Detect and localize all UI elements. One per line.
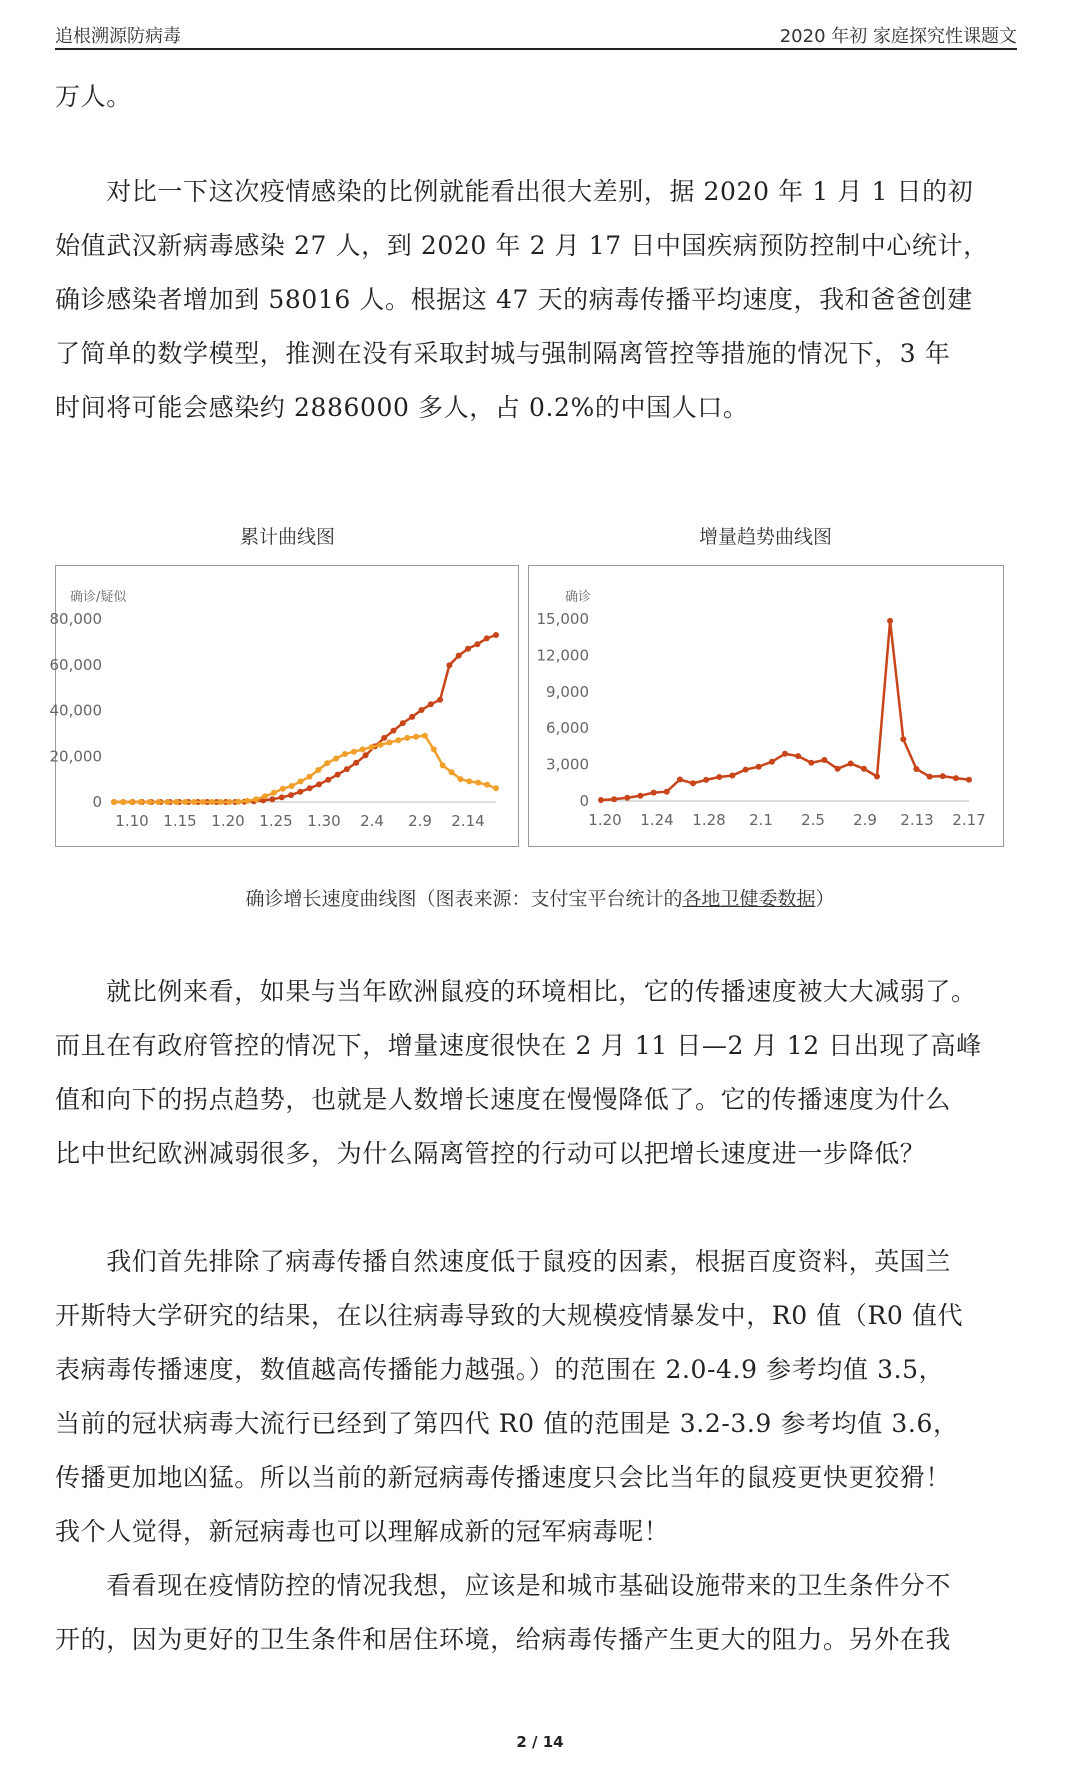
data-point <box>413 734 419 740</box>
data-point <box>253 796 259 802</box>
data-point <box>953 775 959 781</box>
data-point <box>279 794 285 800</box>
data-point <box>325 777 331 783</box>
chart-cumulative <box>49 565 519 847</box>
data-point <box>369 744 375 750</box>
text-line: 我们首先排除了病毒传播自然速度低于鼠疫的因素，根据百度资料，英国兰 <box>55 1247 952 1276</box>
data-point <box>887 618 893 624</box>
data-point <box>465 646 471 652</box>
chart-cumulative-svg <box>49 566 518 846</box>
x-tick-label: 2.5 <box>801 811 825 829</box>
data-point <box>111 799 117 805</box>
chart-increment-svg <box>529 566 1003 846</box>
text-line: 万人。 <box>55 82 132 111</box>
data-point <box>297 789 303 795</box>
data-point <box>651 790 657 796</box>
data-point <box>474 641 480 647</box>
y-tick-label: 60,000 <box>49 655 102 674</box>
data-point <box>690 780 696 786</box>
data-point <box>404 735 410 741</box>
caption-suffix: ） <box>815 888 835 910</box>
x-tick-label: 2.9 <box>853 811 877 829</box>
data-point <box>484 782 490 788</box>
data-point <box>466 778 472 784</box>
data-point <box>446 662 452 668</box>
caption-prefix: 确诊增长速度曲线图（图表来源：支付宝平台统计的 <box>245 888 683 910</box>
data-point <box>808 760 814 766</box>
data-point <box>280 786 286 792</box>
data-point <box>360 746 366 752</box>
x-tick-label: 1.25 <box>259 812 293 830</box>
data-point <box>400 720 406 726</box>
data-point <box>306 774 312 780</box>
y-tick-label: 0 <box>579 792 589 810</box>
data-point <box>437 697 443 703</box>
text-line: 看看现在疫情防控的情况我想，应该是和城市基础设施带来的卫生条件分不 <box>55 1571 952 1600</box>
data-point <box>913 766 919 772</box>
text-line: 开斯特大学研究的结果，在以往病毒导致的大规模疫情暴发中，R0 值（R0 值代 <box>55 1301 964 1330</box>
chart-ylabel: 确诊/疑似 <box>70 590 127 605</box>
x-tick-label: 2.13 <box>900 811 934 829</box>
data-point <box>235 799 241 805</box>
series-line-0 <box>114 635 496 802</box>
y-tick-label: 3,000 <box>546 755 589 774</box>
caption-source-link[interactable]: 各地卫健委数据 <box>682 888 816 910</box>
text-line: 而且在有政府管控的情况下，增量速度很快在 2 月 11 日—2 月 12 日出现了高峰 <box>55 1031 982 1060</box>
data-point <box>927 774 933 780</box>
data-point <box>363 752 369 758</box>
y-tick-label: 9,000 <box>546 682 589 701</box>
paragraph-3 <box>55 965 1017 1181</box>
data-point <box>209 799 215 805</box>
data-point <box>703 777 709 783</box>
data-point <box>677 777 683 783</box>
x-tick-label: 1.20 <box>211 812 245 830</box>
data-point <box>227 799 233 805</box>
data-point <box>966 777 972 783</box>
data-point <box>456 653 462 659</box>
data-point <box>395 737 401 743</box>
data-point <box>386 740 392 746</box>
data-point <box>848 761 854 767</box>
data-point <box>298 778 304 784</box>
figure-caption <box>0 884 1080 911</box>
data-point <box>716 774 722 780</box>
data-point <box>288 792 294 798</box>
data-point <box>191 799 197 805</box>
data-point <box>431 746 437 752</box>
series-line-0 <box>601 621 969 800</box>
data-point <box>598 797 604 803</box>
y-tick-label: 40,000 <box>49 701 102 720</box>
data-point <box>624 795 630 801</box>
data-point <box>729 773 735 779</box>
data-point <box>795 753 801 759</box>
data-point <box>289 783 295 789</box>
y-tick-label: 20,000 <box>49 747 102 766</box>
paragraph-4 <box>55 1235 1017 1667</box>
x-tick-label: 1.28 <box>692 811 726 829</box>
y-tick-label: 80,000 <box>49 610 102 628</box>
data-point <box>419 707 425 713</box>
x-tick-label: 2.1 <box>749 811 773 829</box>
data-point <box>324 760 330 766</box>
data-point <box>316 781 322 787</box>
chart-title-increment: 增量趋势曲线图 <box>698 526 832 548</box>
data-point <box>900 736 906 742</box>
data-point <box>940 773 946 779</box>
header-right-title: 2020 年初 家庭探究性课题文 <box>779 26 1017 47</box>
data-point <box>391 728 397 734</box>
data-point <box>333 756 339 762</box>
data-point <box>782 751 788 757</box>
text-line: 表病毒传播速度，数值越高传播能力越强。）的范围在 2.0-4.9 参考均值 3.5， <box>55 1355 945 1384</box>
data-point <box>147 799 153 805</box>
data-point <box>344 766 350 772</box>
x-tick-label: 2.17 <box>952 811 986 829</box>
text-line: 确诊感染者增加到 58016 人。根据这 47 天的病毒传播平均速度，我和爸爸创建 <box>55 285 973 314</box>
y-tick-label: 12,000 <box>536 646 589 665</box>
chart-title-cumulative: 累计曲线图 <box>239 526 335 548</box>
data-point <box>428 701 434 707</box>
text-line: 传播更加地凶猛。所以当前的新冠病毒传播速度只会比当年的鼠疫更快更狡猾！ <box>55 1463 952 1492</box>
data-point <box>458 776 464 782</box>
data-point <box>244 798 250 804</box>
x-tick-label: 1.24 <box>640 811 674 829</box>
text-line: 了简单的数学模型，推测在没有采取封城与强制隔离管控等措施的情况下，3 年 <box>55 339 951 368</box>
chart-increment <box>528 565 1004 847</box>
data-point <box>182 799 188 805</box>
data-point <box>378 742 384 748</box>
text-line: 时间将可能会感染约 2886000 多人，占 0.2%的中国人口。 <box>55 393 749 422</box>
page-number: 2 / 14 <box>516 1733 564 1751</box>
y-tick-label: 6,000 <box>546 719 589 738</box>
text-line: 值和向下的拐点趋势，也就是人数增长速度在慢慢降低了。它的传播速度为什么 <box>55 1085 952 1114</box>
data-point <box>262 793 268 799</box>
text-line: 比中世纪欧洲减弱很多，为什么隔离管控的行动可以把增长速度进一步降低？ <box>55 1139 926 1168</box>
data-point <box>484 635 490 641</box>
y-tick-label: 15,000 <box>536 610 589 628</box>
data-point <box>315 767 321 773</box>
x-tick-label: 2.9 <box>408 812 432 830</box>
data-point <box>138 799 144 805</box>
text-line: 始值武汉新病毒感染 27 人，到 2020 年 2 月 17 日中国疾病预防控制中心统计， <box>55 231 989 260</box>
data-point <box>120 799 126 805</box>
data-point <box>271 790 277 796</box>
series-line-1 <box>114 736 496 802</box>
data-point <box>756 764 762 770</box>
data-point <box>164 799 170 805</box>
text-line: 对比一下这次疫情感染的比例就能看出很大差别，据 2020 年 1 月 1 日的初 <box>55 177 974 206</box>
data-point <box>821 757 827 763</box>
x-tick-label: 1.10 <box>115 812 149 830</box>
data-point <box>409 714 415 720</box>
data-point <box>307 785 313 791</box>
text-line: 开的，因为更好的卫生条件和居住环境，给病毒传播产生更大的阻力。另外在我 <box>55 1625 952 1654</box>
data-point <box>155 799 161 805</box>
data-point <box>861 766 867 772</box>
data-point <box>743 767 749 773</box>
y-tick-label: 0 <box>92 793 102 811</box>
paragraph-2 <box>55 165 1017 435</box>
data-point <box>440 762 446 768</box>
text-line: 就比例来看，如果与当年欧洲鼠疫的环境相比，它的传播速度被大大减弱了。 <box>55 977 977 1006</box>
header-left-title: 追根溯源防病毒 <box>55 26 181 47</box>
data-point <box>381 735 387 741</box>
data-point <box>611 796 617 802</box>
data-point <box>769 759 775 765</box>
data-point <box>874 774 880 780</box>
data-point <box>218 799 224 805</box>
data-point <box>269 796 275 802</box>
data-point <box>449 769 455 775</box>
x-tick-label: 1.20 <box>588 811 622 829</box>
chart-ylabel: 确诊 <box>565 590 592 605</box>
data-point <box>664 789 670 795</box>
page-header <box>55 20 1017 50</box>
x-tick-label: 2.14 <box>451 812 485 830</box>
data-point <box>335 772 341 778</box>
text-line: 我个人觉得，新冠病毒也可以理解成新的冠军病毒呢！ <box>55 1517 670 1546</box>
data-point <box>637 793 643 799</box>
data-point <box>353 760 359 766</box>
x-tick-label: 1.15 <box>163 812 197 830</box>
x-tick-label: 2.4 <box>360 812 384 830</box>
data-point <box>173 799 179 805</box>
x-tick-label: 1.30 <box>307 812 341 830</box>
data-point <box>342 751 348 757</box>
data-point <box>835 766 841 772</box>
data-point <box>200 799 206 805</box>
text-line: 当前的冠状病毒大流行已经到了第四代 R0 值的范围是 3.2-3.9 参考均值 3.6， <box>55 1409 959 1438</box>
data-point <box>351 749 357 755</box>
data-point <box>129 799 135 805</box>
data-point <box>493 632 499 638</box>
data-point <box>493 785 499 791</box>
paragraph-1 <box>55 70 1017 124</box>
data-point <box>422 733 428 739</box>
data-point <box>475 780 481 786</box>
